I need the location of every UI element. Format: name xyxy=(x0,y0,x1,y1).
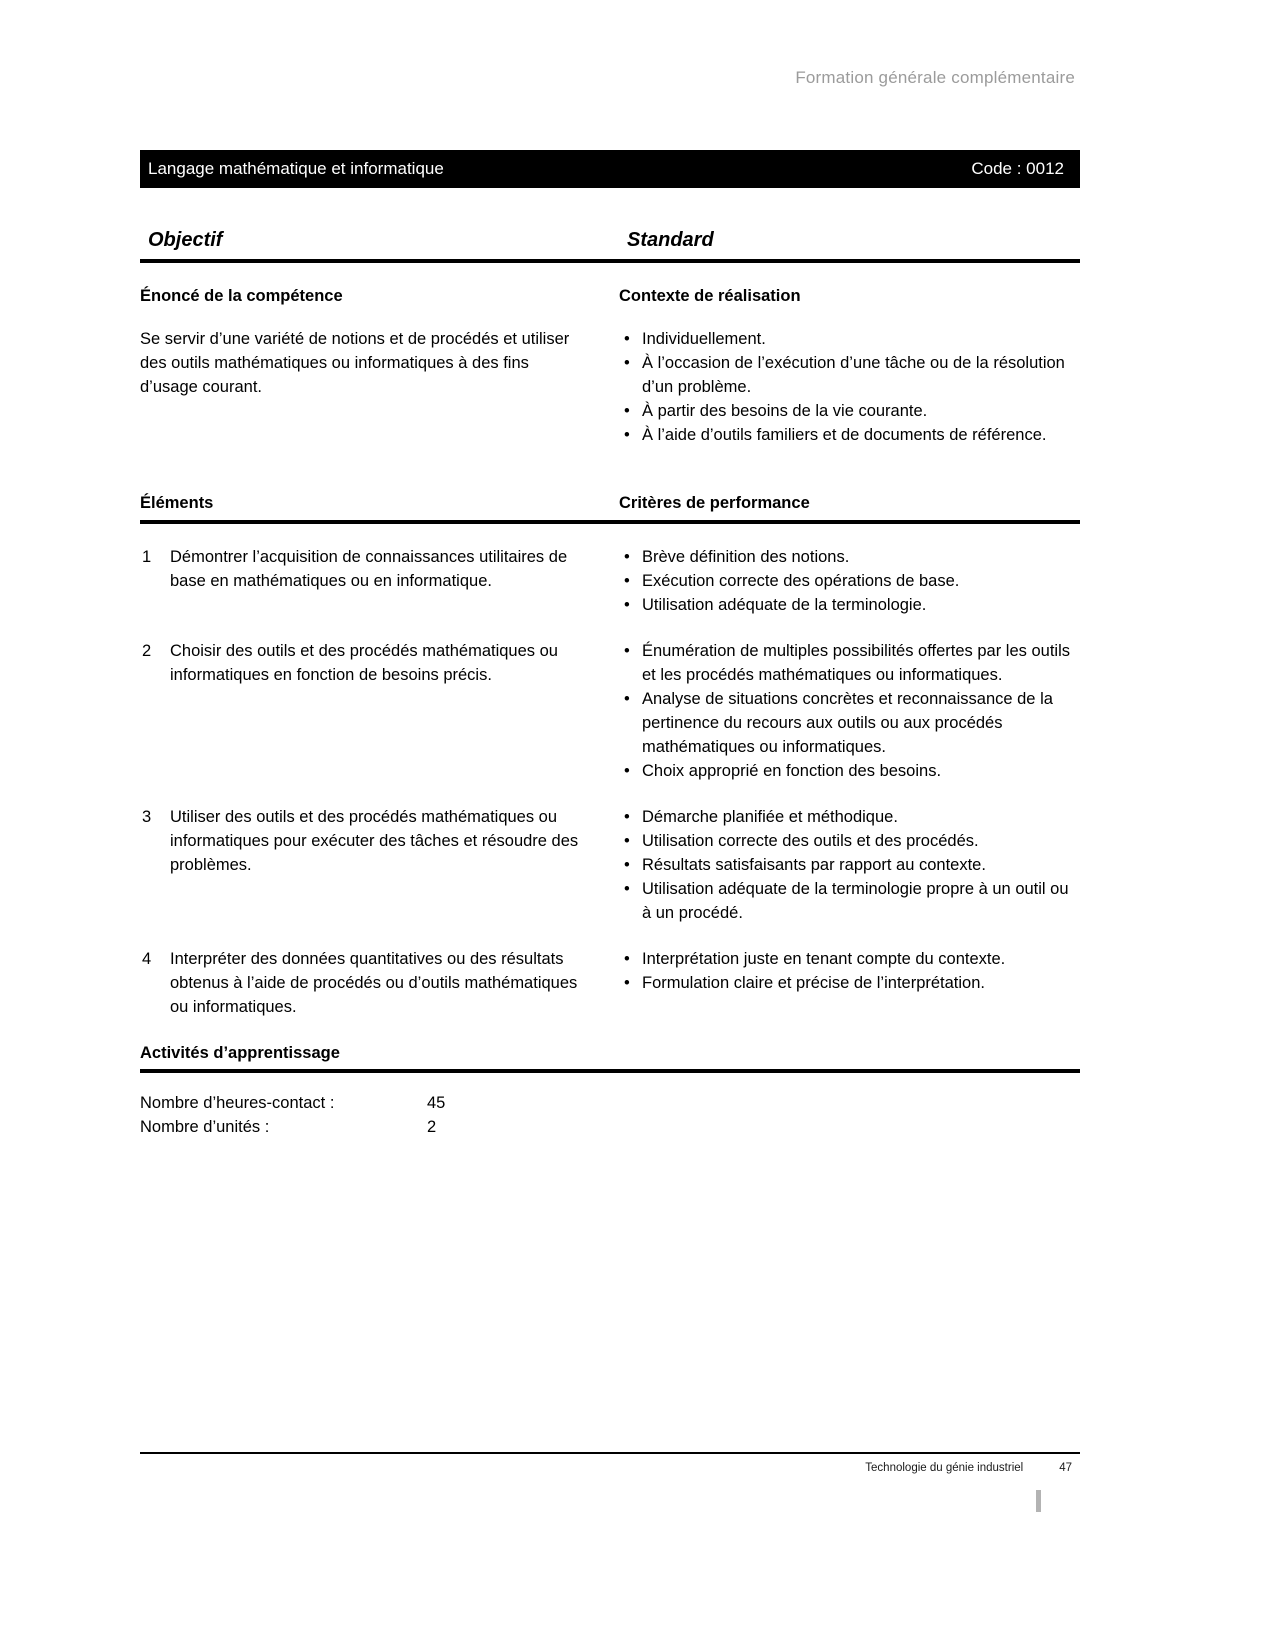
element-number: 3 xyxy=(142,808,152,826)
criteria-item: • Utilisation adéquate de la terminologie. xyxy=(619,593,1080,617)
divider-rule xyxy=(140,520,1080,524)
course-title: Langage mathématique et informatique xyxy=(148,159,444,178)
criteria-item: • Utilisation correcte des outils et des procédés. xyxy=(619,829,1080,853)
criteria-item: • Interprétation juste en tenant compte du contexte. xyxy=(619,947,1080,971)
element-row-1 xyxy=(140,545,1080,617)
activities-section xyxy=(140,1041,1080,1139)
contexte-heading: Contexte de réalisation xyxy=(619,287,801,305)
criteria-list xyxy=(619,545,1080,617)
element-number: 2 xyxy=(142,642,152,660)
criteria-item: • Formulation claire et précise de l’interprétation. xyxy=(619,971,1080,995)
elements-criteres-header-row xyxy=(140,491,1080,520)
bullet-item: • À partir des besoins de la vie courante. xyxy=(619,399,1080,423)
element-number: 1 xyxy=(142,548,152,566)
element-row-2 xyxy=(140,639,1080,783)
units-line xyxy=(140,1115,1080,1139)
enonce-column xyxy=(140,284,588,447)
criteria-item: • Utilisation adéquate de la terminologie propre à un outil ou à un procédé. xyxy=(619,877,1080,925)
footer-rule xyxy=(140,1452,1080,1454)
criteria-item: • Choix approprié en fonction des besoins. xyxy=(619,759,1080,783)
hours-contact-value: 45 xyxy=(427,1094,446,1112)
criteria-list xyxy=(619,639,1080,783)
bullet-item: • À l’occasion de l’exécution d’une tâche ou de la résolution d’un problème. xyxy=(619,351,1080,399)
contexte-bullet-list xyxy=(619,327,1080,447)
criteria-item: • Brève définition des notions. xyxy=(619,545,1080,569)
bullet-item: • À l’aide d’outils familiers et de documents de référence. xyxy=(619,423,1080,447)
element-text-block xyxy=(140,639,588,783)
units-label: Nombre d’unités : xyxy=(140,1118,270,1136)
objectif-header: Objectif xyxy=(148,229,223,251)
element-text-block xyxy=(140,947,588,1019)
units-value: 2 xyxy=(427,1118,437,1136)
criteria-item: • Exécution correcte des opérations de base. xyxy=(619,569,1080,593)
element-text-block xyxy=(140,545,588,617)
divider-rule xyxy=(140,1069,1080,1073)
enonce-text: Se servir d’une variété de notions et de procédés et utiliser des outils mathématiques ou informatiques à des fins d’usage courant. xyxy=(140,330,570,396)
course-code: Code : 0012 xyxy=(971,159,1064,178)
criteria-item: • Énumération de multiples possibilités offertes par les outils et les procédés mathématiques ou informatiques. xyxy=(619,639,1080,687)
bullet-item: • Individuellement. xyxy=(619,327,1080,351)
enonce-heading: Énoncé de la compétence xyxy=(140,287,343,305)
element-text: Interpréter des données quantitatives ou des résultats obtenus à l’aide de procédés ou d’outils mathématiques ou informatiques. xyxy=(170,950,578,1016)
standard-header: Standard xyxy=(627,229,714,251)
course-title-bar xyxy=(140,150,1080,188)
criteria-list xyxy=(619,947,1080,1019)
footer-gray-tick xyxy=(1036,1490,1041,1512)
criteria-item: • Analyse de situations concrètes et reconnaissance de la pertinence du recours aux outils ou aux procédés mathématiques ou informatiques. xyxy=(619,687,1080,759)
criteria-item: • Résultats satisfaisants par rapport au contexte. xyxy=(619,853,1080,877)
footer-program-name: Technologie du génie industriel xyxy=(865,1462,1024,1474)
element-text: Démontrer l’acquisition de connaissances utilitaires de base en mathématiques ou en informatique. xyxy=(170,548,568,590)
element-text: Utiliser des outils et des procédés mathématiques ou informatiques pour exécuter des tâches et résoudre des problèmes. xyxy=(170,808,579,874)
hours-contact-label: Nombre d’heures-contact : xyxy=(140,1094,335,1112)
criteres-heading: Critères de performance xyxy=(619,494,810,512)
element-text-block xyxy=(140,805,588,925)
element-row-4 xyxy=(140,947,1080,1019)
divider-rule xyxy=(140,259,1080,263)
element-row-3 xyxy=(140,805,1080,925)
running-header: Formation générale complémentaire xyxy=(795,68,1075,87)
element-number: 4 xyxy=(142,950,152,968)
activities-heading: Activités d’apprentissage xyxy=(140,1044,340,1062)
contexte-column xyxy=(619,284,1080,447)
criteria-list xyxy=(619,805,1080,925)
elements-heading: Éléments xyxy=(140,494,214,512)
competence-section xyxy=(140,284,1080,447)
page-content xyxy=(140,0,1080,1139)
criteria-item: • Démarche planifiée et méthodique. xyxy=(619,805,1080,829)
objectif-standard-header-row xyxy=(140,228,1080,259)
footer-page-number: 47 xyxy=(1059,1462,1072,1474)
hours-contact-line xyxy=(140,1091,1080,1115)
element-text: Choisir des outils et des procédés mathématiques ou informatiques en fonction de besoins précis. xyxy=(170,642,558,684)
activities-meta xyxy=(140,1091,1080,1139)
footer xyxy=(140,1460,1080,1476)
